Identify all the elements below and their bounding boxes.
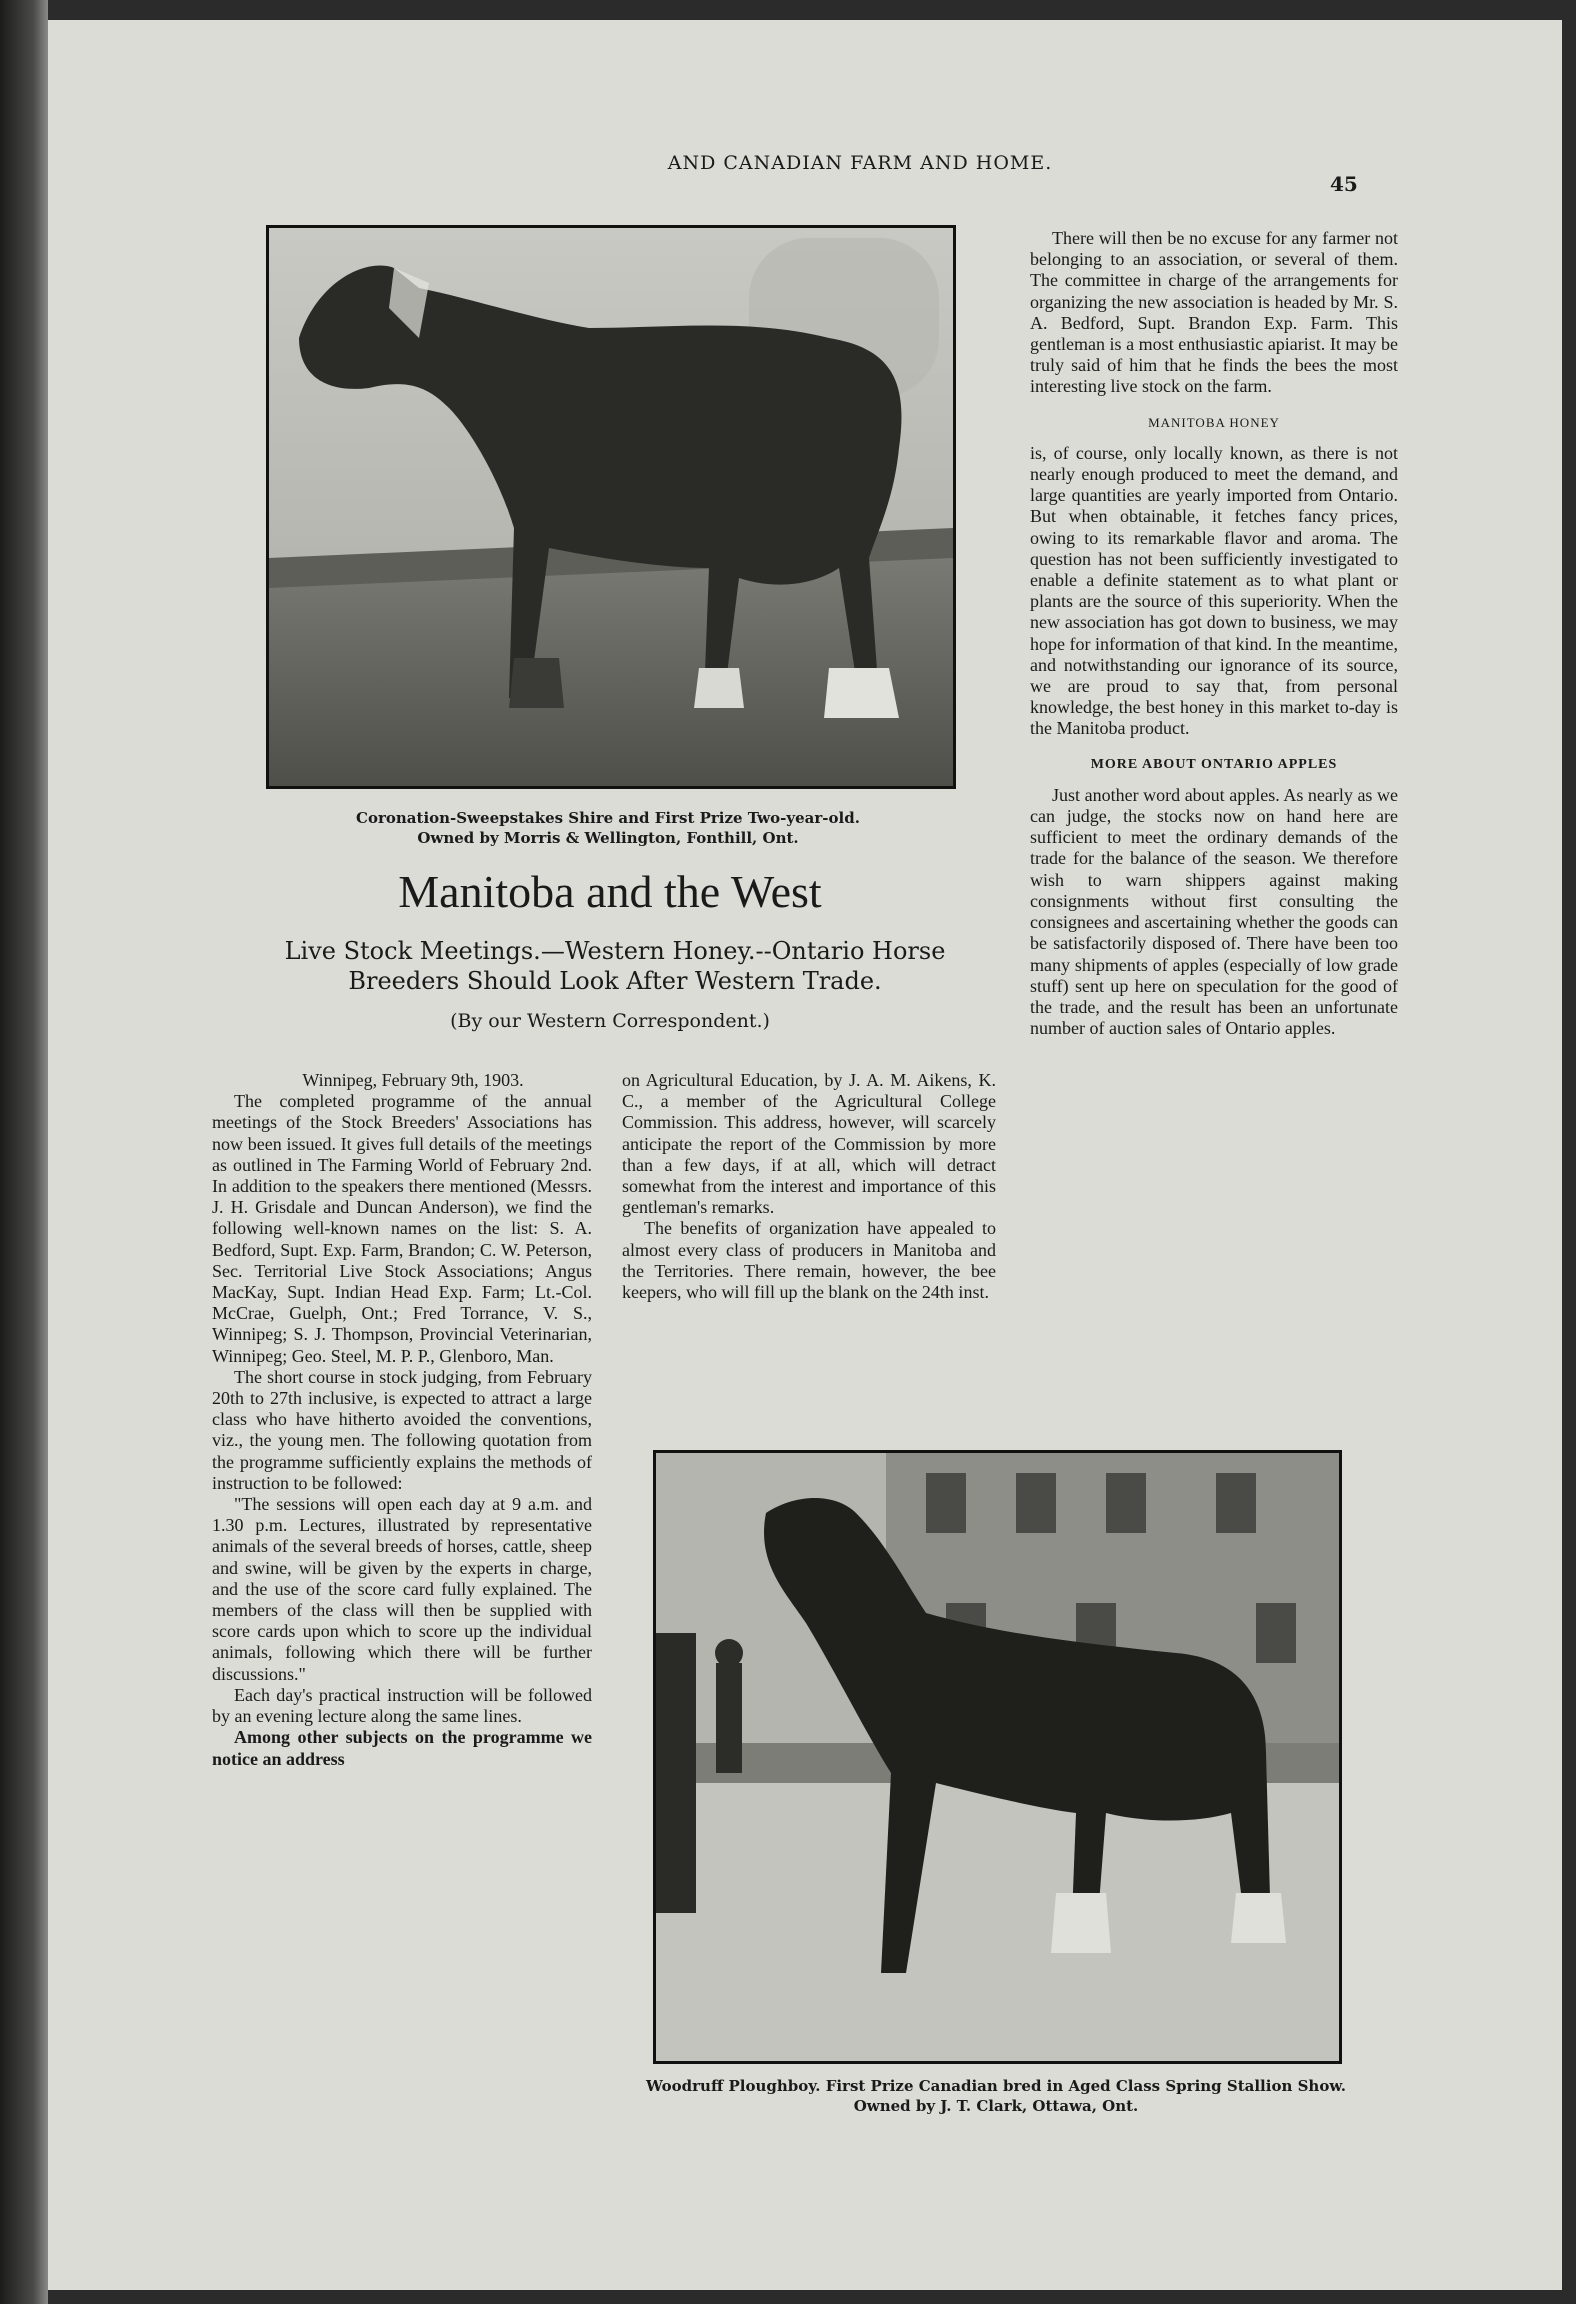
paragraph: The completed programme of the annual meetings of the Stock Breeders' Associations has now been issued. It gives full details of the meetings as outlined in The Farming World of February 2nd. In addition to the speakers there mentioned (Messrs. J. H. Grisdale and Duncan Anderson), we find the following well-known names on the list: S. A. Bedford, Supt. Exp. Farm, Brandon; C. W. Peterson, Sec. Territorial Live Stock Associations; Angus MacKay, Supt. Indian Head Exp. Farm; Lt.-Col. McCrae, Guelph, Ont.; Fred Torrance, V. S., Winnipeg; S. J. Thompson, Provincial Veterinarian, Winnipeg; Geo. Steel, M. P. P., Glenboro, Man. [212, 1091, 592, 1366]
paragraph: The short course in stock judging, from February 20th to 27th inclusive, is expected to attract a large class who have hitherto avoided the conventions, viz., the young men. The following quotation from the programme sufficiently explains the methods of instruction to be followed: [212, 1366, 592, 1493]
quotation: "The sessions will open each day at 9 a.m. and 1.30 p.m. Lectures, illustrated by representative animals of the several breeds of horses, cattle, sheep and swine, will be given by the experts in charge, and the use of the score card fully explained. The members of the class will then be supplied with score cards upon which to score up the individual animals, following which there will be further discussions." [212, 1494, 592, 1684]
caption-photo-2 [606, 2076, 1386, 2116]
page-number: 45 [1330, 172, 1358, 196]
caption-photo-2-line2: Owned by J. T. Clark, Ottawa, Ont. [853, 2097, 1139, 2115]
article-title: Manitoba and the West [398, 866, 822, 917]
paragraph: Each day's practical instruction will be followed by an evening lecture along the same lines. [212, 1684, 592, 1727]
article-byline: (By our Western Correspondent.) [450, 1010, 770, 1032]
article-subtitle [225, 936, 1005, 996]
caption-photo-1-line2: Owned by Morris & Wellington, Fonthill, Ont. [417, 829, 799, 847]
paragraph: is, of course, only locally known, as there is not nearly enough produced to meet the demand, and large quantities are yearly imported from Ontario. But when obtainable, it fetches fancy prices, owing to its remarkable flavor and aroma. The question has not been sufficiently investigated to enable a definite statement as to what plant or plants are the source of this superiority. When the new association has got down to business, we may hope for information of that kind. In the meantime, and notwithstanding our ignorance of its source, we are proud to say that, from personal knowledge, the best honey in this market to-day is the Manitoba product. [1030, 442, 1398, 739]
article-subtitle-line2: Breeders Should Look After Western Trade. [348, 967, 882, 995]
stallion-illustration [656, 1453, 1339, 2061]
paragraph: There will then be no excuse for any farmer not belonging to an association, or several of them. The committee in charge of the arrangements for organizing the new association is headed by Mr. S. A. Bedford, Supt. Brandon Exp. Farm. This gentleman is a most enthusiastic apiarist. It may be truly said of him that he finds the bees the most interesting live stock on the farm. [1030, 228, 1398, 397]
paragraph: Just another word about apples. As nearly as we can judge, the stocks now on hand here are sufficient to meet the ordinary demands of the trade for the balance of the season. We therefore wish to warn shippers against making consignments without first consulting the consignees and ascertaining whether the goods can be satisfactorily disposed of. There have been too many shipments of apples (especially of low grade stuff) sent up here on speculation for the good of the trade, and the result has been an unfortunate number of auction sales of Ontario apples. [1030, 784, 1398, 1039]
photo-shire-horse [266, 225, 956, 789]
running-head: AND CANADIAN FARM AND HOME. [667, 152, 1053, 174]
binding-gutter [0, 0, 48, 2304]
paragraph: The benefits of organization have appealed to almost every class of producers in Manitoba and the Territories. There remain, however, the bee keepers, who will fill up the blank on the 24th inst. [622, 1218, 996, 1303]
shire-horse-illustration [269, 228, 953, 786]
column-right [1030, 228, 1398, 1039]
column-left [212, 1070, 592, 1770]
photo-stallion [653, 1450, 1342, 2064]
column-middle [622, 1070, 996, 1303]
subhead-manitoba-honey: MANITOBA HONEY [1148, 414, 1280, 430]
caption-photo-1-line1: Coronation-Sweepstakes Shire and First Prize Two-year-old. [356, 809, 860, 827]
subhead-ontario-apples: MORE ABOUT ONTARIO APPLES [1090, 756, 1338, 772]
caption-photo-2-line1: Woodruff Ploughboy. First Prize Canadian bred in Aged Class Spring Stallion Show. [646, 2077, 1346, 2095]
paragraph: Among other subjects on the programme we notice an address [212, 1727, 592, 1769]
article-subtitle-line1: Live Stock Meetings.—Western Honey.--Ontario Horse [284, 937, 946, 965]
dateline: Winnipeg, February 9th, 1903. [302, 1070, 524, 1090]
paragraph: on Agricultural Education, by J. A. M. Aikens, K. C., a member of the Agricultural College Commission. This address, however, will scarcely anticipate the report of the Commission by more than a few days, if at all, which will detract somewhat from the interest and importance of this gentleman's remarks. [622, 1070, 996, 1218]
caption-photo-1 [266, 808, 950, 848]
